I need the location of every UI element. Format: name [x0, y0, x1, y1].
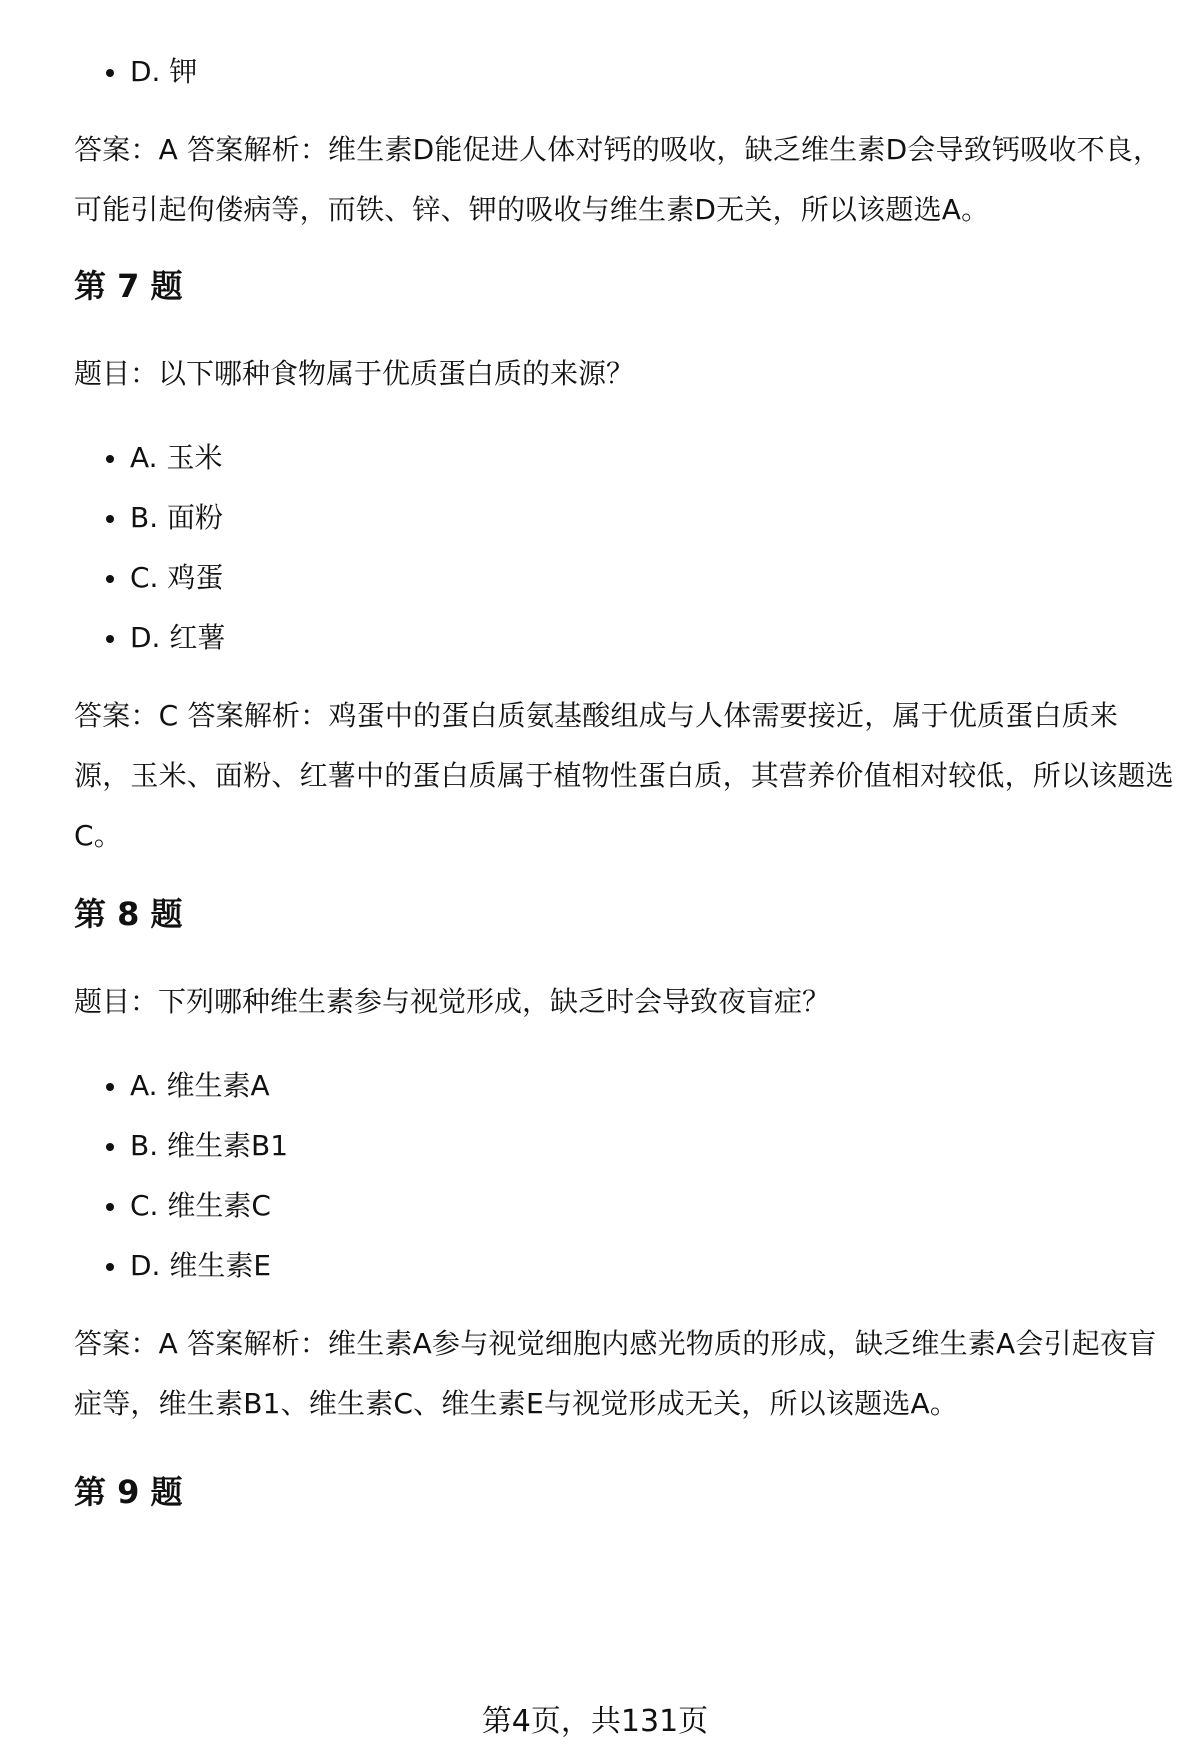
option-label: D. 维生素E — [130, 1249, 272, 1282]
page-number: 第4页，共131页 — [481, 1704, 709, 1739]
option-label: A. 玉米 — [130, 441, 223, 474]
question-heading: 第 8 题 — [74, 895, 183, 933]
option-item — [74, 618, 1174, 658]
option-label: B. 面粉 — [130, 501, 224, 534]
answer-explanation: 答案：C 答案解析：鸡蛋中的蛋白质氨基酸组成与人体需要接近，属于优质蛋白质来源，玉米、面粉、红薯中的蛋白质属于植物性蛋白质，其营养价值相对较低，所以该题选C。 — [74, 699, 1174, 852]
bullet-icon — [106, 1143, 114, 1151]
bullet-icon — [106, 69, 114, 77]
bullet-icon — [106, 1263, 114, 1271]
bullet-icon — [106, 515, 114, 523]
question-heading: 第 7 题 — [74, 267, 183, 305]
answer-explanation: 答案：A 答案解析：维生素A参与视觉细胞内感光物质的形成，缺乏维生素A会引起夜盲症等，维生素B1、维生素C、维生素E与视觉形成无关，所以该题选A。 — [74, 1327, 1157, 1420]
question-heading: 第 9 题 — [74, 1473, 183, 1511]
bullet-icon — [106, 635, 114, 643]
option-label: B. 维生素B1 — [130, 1129, 289, 1162]
option-label: C. 鸡蛋 — [130, 561, 224, 594]
option-item — [74, 1066, 1174, 1106]
bullet-icon — [106, 455, 114, 463]
question-text: 题目：下列哪种维生素参与视觉形成，缺乏时会导致夜盲症？ — [74, 985, 831, 1018]
answer-explanation: 答案：A 答案解析：维生素D能促进人体对钙的吸收，缺乏维生素D会导致钙吸收不良，可能引起佝偻病等，而铁、锌、钾的吸收与维生素D无关，所以该题选A。 — [74, 133, 1162, 226]
bullet-icon — [106, 1203, 114, 1211]
option-item — [74, 1126, 1174, 1166]
option-item — [74, 438, 1174, 478]
option-item — [74, 52, 1174, 92]
option-label: C. 维生素C — [130, 1189, 271, 1222]
option-item — [74, 498, 1174, 538]
option-item — [74, 1246, 1174, 1286]
page-content — [74, 52, 1174, 1514]
option-label: D. 钾 — [130, 55, 198, 88]
bullet-icon — [106, 575, 114, 583]
question-text: 题目：以下哪种食物属于优质蛋白质的来源？ — [74, 357, 635, 390]
option-label: D. 红薯 — [130, 621, 226, 654]
option-label: A. 维生素A — [130, 1069, 270, 1102]
option-item — [74, 558, 1174, 598]
option-item — [74, 1186, 1174, 1226]
bullet-icon — [106, 1083, 114, 1091]
